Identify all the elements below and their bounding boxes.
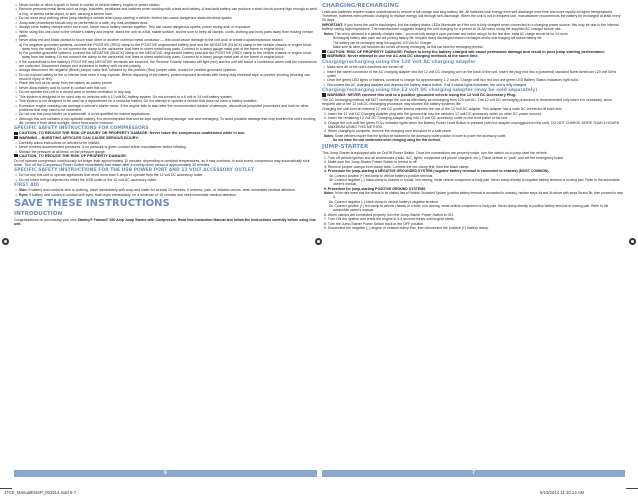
list-item: 4. When charging is complete, remove the charging cord and store in a safe place. xyxy=(324,129,452,134)
dc-charging-title: Charging/recharging using the 12 volt DC charging adapter (may be sold separately) xyxy=(322,87,538,93)
list-item: • Excessive engine cranking can damage a vehicle's starter motor. If the engine fails to start after the recommended number of attempts, discontinue jumpstart procedures and look for other problems that may need to be corrected. xyxy=(14,104,317,112)
property-text: Do not operate compressor continuously for longer than approximately 10 minutes, depending on ambient temperatures, as it may overheat. In such event, compressor may automatically shut down. Turn off the Compressor Power Switch immediately and restart after a cooling down period of approximately 30 minutes. xyxy=(14,158,310,167)
list-item: 8. Turn the Jump-Starter Power Switch back to the OFF position. xyxy=(324,221,425,226)
note-item: The battery can be recharged using the supplied 120 Volt AC Charger. xyxy=(333,40,433,45)
caution-property: CAUTION: RISK OF PROPERTY DAMAGE: Failure to keep the battery charged will cause permanent damage and result in poor jump starting performance. xyxy=(322,50,625,55)
ac-charging-title: Charging/recharging using the 120 volt AC charging adapter xyxy=(322,59,476,65)
safety-bullets-b xyxy=(14,60,317,125)
trim-line xyxy=(0,488,12,489)
list-item: • Do not operate this unit in a closed area or restrict ventilation in any way. xyxy=(14,90,317,94)
note-item: Make sure all other unit functions are turned off during recharging, as this can slow the recharging process. xyxy=(333,45,484,50)
list-item: • Insert the barrel connector of the AC charging adapter into the 12 volt DC charging port on the back of the unit. Insert the plug end into a (powered) standard North American 120 volt 60Hz outlet. xyxy=(322,70,625,78)
list-item: • Jump-start procedures should only be performed in a safe, dry, well-ventilated area. xyxy=(14,21,317,25)
footer-bar-right xyxy=(322,470,625,477)
warning-ac-dc: WARNING: Never attempt to use the AC and DC charging methods at the same time. xyxy=(322,54,625,59)
list-item: • Do not wear vinyl clothing when jump-starting a vehicle when jump-starting a vehicle, friction can cause dangerous static-electrical sparks. xyxy=(14,16,317,20)
jump-starter-title: JUMP-STARTER xyxy=(322,143,369,150)
page-left xyxy=(14,3,317,471)
list-item: 1. Turn off vehicle ignition and all accessories (radio, A/C, lights, connected cell phone chargers, etc.). Place vehicle in "park" and set the emergency brake. xyxy=(324,155,565,160)
list-item: • When using this unit close to the vehicle's battery and engine, stand the unit on a flat, stable surface, and be sure to keep all clamps, cords, clothing and body parts away from moving vehicle parts. xyxy=(14,30,317,38)
important-note: IMPORTANT: If you know the unit is discharged, but the battery status LEDs illuminate as if the unit is fully charged when connected to a charging power source, this may be due to the internal battery having high impedance. The manufacturer suggests leaving the unit charging for a period of 24-36 hours using the supplied AC charger before use. xyxy=(322,23,619,32)
warning-icon xyxy=(14,136,18,139)
charging-intro: Lead-acid batteries require routine maintenance to ensure a full charge and long battery life. All batteries lose energy from self-discharge over time and more rapidly at higher temperatures. Therefore, batteries need periodic charging to replace energy lost through self-discharge. When the unit is not in frequent use, manufacturer recommends the battery be recharged at least every 30 days. xyxy=(322,10,621,23)
first-aid-eyes: • Eyes: If battery acid comes in contact with eyes, flush eyes immediately, for a minimum of 15 minutes and seek immediate medical attention. xyxy=(14,193,317,197)
list-item: • Disconnect the AC charging adapter and depress the battery status button. If all 3 status lights illuminate, the unit is fully charged. xyxy=(322,83,625,87)
list-item: • Carefully follow instructions on articles to be inflated. xyxy=(14,141,317,145)
list-item: 7. Turn ON the ignition and crank the engine in 5-6 second bursts until engine starts. xyxy=(324,217,455,222)
list-item: • Do not use this unit to operate appliances that need more than 5 amps to operate from the 12 volt DC accessory outlet. xyxy=(14,173,317,177)
list-subitem: 5b. Connect positive (+) red clamp to vehicle chassis or a solid, non-moving, metal vehicle component or body part. Never clamp directly to positive battery terminal or moving part. Refer to the automobile owner's manual. xyxy=(329,204,609,213)
list-item: • Do not use this jump-starter on a watercraft. It is not qualified for marine applications. xyxy=(14,112,317,116)
list-item: • Monitor the pressure at all times on the pressure gauge. xyxy=(14,150,317,154)
page-right xyxy=(322,3,625,471)
introduction-text: Congratulations on purchasing your new Stanley® Fatmax® 350 Amp Jump Starter with Compressor. Read this Instruction Manual and follow the instructions carefully before using this unit. xyxy=(14,218,316,227)
list-item: 1. Insert the 12 Volt DC Charging Adapter plug with the grooved tip into the vehicle's 12 volt DC accessory outlet (or other DC power source). xyxy=(324,111,542,116)
procedure-negative-title: 4. Procedure for jump-starting a NEGATIVE GROUNDED SYSTEM (negative battery terminal is connected to chassis) (MOST COMMON) xyxy=(324,169,549,174)
jump-intro: This Jump-Starter is equipped with an On/Off Power Switch. Once the connections are properly made, turn the switch on to jump-start the vehicle. xyxy=(322,150,548,155)
procedure-positive-note: Notes: In the rare event that the vehicle to be started has a Positive Grounded System (positive battery terminal is connected to chassis), replace steps 4a and 4b above with steps 5a and 5b, then proceed to step 6. xyxy=(324,191,624,200)
warning-icon xyxy=(322,93,326,96)
list-item: • Never smoke or allow a spark or flame in vicinity of vehicle battery, engine or power station. xyxy=(14,3,317,7)
list-item: 2. Insert the remaining 12 Volt DC Charging Adapter plug into 12 volt DC accessory outlet on the front panel of the unit. xyxy=(324,116,509,121)
list-item: • Make sure all of the unit's functions are turned off. xyxy=(322,65,625,69)
list-item: • Always store battery clamps when not in use. Never touch battery clamps together. This can cause dangerous sparks, power arcing and/ or explosion. xyxy=(14,25,317,29)
list-subitem: 4a. Connect positive (+) red clamp to vehicle battery's positive terminal. xyxy=(329,173,434,178)
bursting-warning: WARNING – BURSTING ARTICLES CAN CAUSE SERIOUS INJURY: xyxy=(14,136,317,141)
dc-text-1: The DC recharging method will NOT recharge the unit as effectively as recharging from 120 volt AC. The 12 volt DC recharging procedure is recommended only when it is necessary, since frequent use of the 12 volt DC recharging procedure may shorten the battery system's life. xyxy=(322,97,612,106)
list-item: • Do not expose battery to fire or intense heat since it may explode. Before disposing of the battery, protect exposed terminals with heavy-duty electrical tape to prevent shorting (shorting can result in injury or fire). xyxy=(14,73,317,81)
list-item: • Place this unit as far away from the battery as cables permit. xyxy=(14,81,317,85)
dc-note-bold: Do not leave the unit unattended when charging using the this method. xyxy=(333,138,441,143)
list-item: • Never allow battery acid to come in contact with this unit. xyxy=(14,86,317,90)
list-subitem: 4b. Connect negative (–) black clamp to chassis or a solid, non-moving, metal vehicle component or body part. Never clamp directly to negative battery terminal or moving part. Refer to the automobile owner's manual. xyxy=(329,178,620,187)
trim-line xyxy=(626,488,638,489)
list-item: 6. When clamps are connected properly, turn the Jump-Starter Power Switch to ON. xyxy=(324,212,454,217)
first-aid-title: FIRST AID xyxy=(14,182,39,188)
footer-bar-left xyxy=(14,470,317,477)
slug-filename: J7CS_ManualENSP_061914.indd 6-7 xyxy=(4,490,77,495)
warning-icon xyxy=(14,132,18,135)
list-item: • This system is not designed to be used as a replacement for a vehicular battery. Do not attempt to operate a vehicle that does not have a battery installed. xyxy=(14,99,317,103)
slug-timestamp: 6/19/2014 11:10:14 AM xyxy=(540,490,585,495)
list-item: • If the connections to the battery's POSITIVE and NEGATIVE terminals are incorrect, the Reverse Polarity Indicator will light (red) and the unit will sound a continuous alarm until the connections are corrected. Disconnect clamps and reconnect to battery with correct polarity. xyxy=(14,60,317,68)
list-item: • Do not insert foreign objects into either the USB outlet or the 12 volt DC accessory outlet. xyxy=(14,178,317,182)
page-number: 7 xyxy=(472,470,475,476)
list-item: 9. Disconnect the negative (–) engine or chassis clamp first, then disconnect the positive (+) battery clamp. xyxy=(324,226,490,231)
warning-icon xyxy=(322,54,326,57)
save-instructions-title: SAVE THESE INSTRUCTIONS xyxy=(14,197,170,209)
safety-bullets-a xyxy=(14,3,317,59)
page-number: 6 xyxy=(164,470,167,476)
list-item: 3. Charge the unit until the green FULL indicator lights when the Battery Power Level Button is pressed (with the adapter unplugged from the unit). DO NOT CHARGE MORE THAN 4 HOURS MAXIMUM USING THIS METHOD. xyxy=(324,120,620,129)
warning-icon xyxy=(322,50,326,53)
compressor-caution: CAUTION: TO REDUCE THE RISK OF INJURY OR PROPERTY DAMAGE: Never leave the compressor unattended while in use. xyxy=(14,131,317,136)
registration-mark-left xyxy=(2,238,9,245)
compressor-section-title: SPECIFIC SAFETY INSTRUCTIONS FOR COMPRESSORS xyxy=(14,125,149,131)
list-item: • Never exceed recommended pressures. If no pressure is given, contact article manufacturer before inflating. xyxy=(14,145,317,149)
usb-section-title: SPECIFIC SAFETY INSTRUCTIONS FOR THE USB POWER PORT AND 12 VOLT ACCESSORY OUTLET xyxy=(14,167,255,173)
dc-note: Notes: Some vehicles require that the ignition be switched to the accessory outlet position in order to power the accessory outlet. xyxy=(324,133,507,138)
dc-text-2: Charging the unit from an external 12 volt DC power source requires the use of the 12 Volt DC adapter. This adapter has a male DC connector at each end. xyxy=(322,106,563,111)
list-subitem: b) For positive-grounded systems, connect the NEGATIVE (BLACK) clamp to the NEGATIVE ungrounded battery post and the POSITIVE (RED) clamp to the vehicle chassis or engine block away from the battery. Do not connect the clamp to the carburetor, fuel lines or sheet-metal body parts. Connect to a heavy gauge metal part of the frame or engine block. xyxy=(19,51,312,60)
warning-icon xyxy=(14,154,18,157)
registration-mark-right xyxy=(629,238,636,245)
note-item: Recharging battery after each use will prolong battery life; frequent heavy discharges between recharges and/or overcharging will reduce battery life. xyxy=(333,36,543,41)
list-subitem: 5a. Connect negative (–) black clamp to vehicle battery's negative terminal. xyxy=(329,199,439,204)
list-item: • Although this unit contains a non-spillable battery, it is recommended that unit be kept upright during storage, use and recharging. To avoid possible damage that may shorten the unit's working life, protect it from direct sunlight, direct heat and/or moisture. xyxy=(14,117,317,125)
list-item: • Once the green LED lights or flashes, continue to charge for approximately 1-2 hours. Charge until two red and one green LED Battery Status Indicators light solid. xyxy=(322,78,625,82)
list-item: 3. Remove jumper clamps from clamp tabs. Connect the red clamp first, then the black clamp. xyxy=(324,164,470,169)
list-subitem: a) For negative-grounded systems, connect the POSITIVE (RED) clamp to the POSITIVE ungrounded battery post and the NEGATIVE (BLACK) clamp to the vehicle chassis or engine block away from the battery. Do not connect the clamp to the carburetor, fuel lines or sheet-metal body parts. Connect to a heavy gauge metal part of the frame or engine block. xyxy=(19,42,312,51)
list-item: • Always disconnect the negative (Black) jumper cable first, followed by the positive (Red) jumper cable, except for positive grounded systems. xyxy=(14,68,317,72)
property-caution: CAUTION: TO REDUCE THE RISK OF PROPERTY DAMAGE: xyxy=(14,154,317,159)
dc-warning: WARNING: NEVER connect this unit to a positive grounded vehicle using the 12 Volt DC Accessory Plug. xyxy=(322,93,625,98)
list-item: • This system is designed to be used only on vehicles with a 12 volt DC battery system. Do not connect to a 6 volt or 24 volt battery system. xyxy=(14,95,317,99)
list-item: • Never allow red and black clamps to touch each other or another common metal conductor — this could cause damage to the unit and/ or create a spark/explosion hazard. xyxy=(14,38,317,42)
procedure-positive-title: 5. Procedure for jump-starting POSITIVE GROUND SYSTEMS xyxy=(324,186,426,191)
note-item: Notes: This unit is delivered in a partially charged state – you must fully charge it upon purchase and before using it for the first time. Initial AC charge should be for 24 hours. xyxy=(324,32,569,37)
list-item: 2. Make sure the Jump-Starter Power Switch is turned to off. xyxy=(324,160,418,165)
charging-title: CHARGING/RECHARGING xyxy=(322,3,399,9)
first-aid-skin: • Skin: If battery acid contacts skin or clothing, wash immediately with soap and water for at least 10 minutes. If redness, pain, or irritation occurs, seek immediate medical attention. xyxy=(14,188,317,192)
introduction-title: INTRODUCTION xyxy=(14,211,63,218)
list-item: • Remove personal metal items such as rings, bracelets, necklaces and watches when working with a lead acid battery. A lead acid battery can produce a short circuit current high enough to weld a ring, or similar metal object, to skin, causing a severe burn. xyxy=(14,7,317,15)
charging-notes xyxy=(322,32,625,49)
